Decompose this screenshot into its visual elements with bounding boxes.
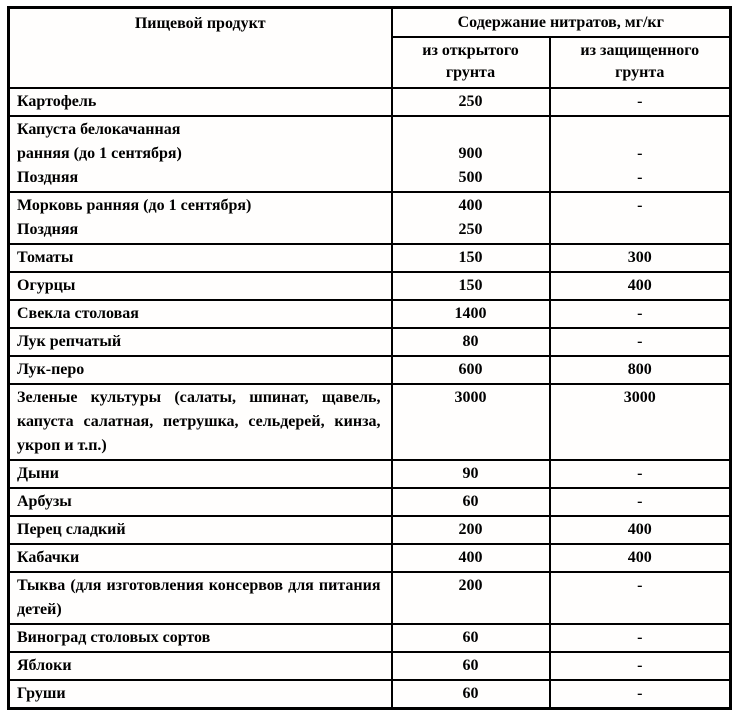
table-row	[9, 88, 731, 116]
value-line: 1400	[454, 305, 487, 322]
product-cell	[9, 272, 392, 300]
product-line: Дыни	[17, 465, 59, 482]
value-line: 250	[458, 221, 483, 238]
value-line: 200	[458, 577, 483, 594]
product-cell	[9, 652, 392, 680]
table-header	[9, 8, 731, 89]
product-line: Поздняя	[17, 221, 79, 238]
protected-ground-value-cell	[550, 384, 731, 460]
table-row	[9, 488, 731, 516]
open-ground-value-cell	[392, 356, 550, 384]
product-line: Груши	[17, 685, 66, 702]
value-line: 800	[627, 361, 652, 378]
product-cell	[9, 544, 392, 572]
product-cell	[9, 384, 392, 460]
value-line: -	[637, 169, 643, 186]
protected-ground-value-cell	[550, 516, 731, 544]
product-line: ранняя (до 1 сентября)	[17, 145, 182, 162]
value-line: 60	[462, 657, 479, 674]
protected-ground-value-cell	[550, 572, 731, 624]
protected-ground-value-cell	[550, 460, 731, 488]
product-line: Тыква (для изготовления консервов для питания детей)	[17, 577, 381, 618]
value-line: 90	[462, 465, 479, 482]
open-ground-value-cell	[392, 516, 550, 544]
product-line: Капуста белокачанная	[17, 121, 181, 138]
product-line: Зеленые культуры (салаты, шпинат, щавель, капуста салатная, петрушка, сельдерей, кинза, укроп и т.п.)	[17, 389, 381, 454]
product-cell	[9, 356, 392, 384]
value-line: -	[637, 685, 643, 702]
table-row	[9, 272, 731, 300]
protected-ground-value-cell	[550, 356, 731, 384]
value-line: -	[637, 93, 643, 110]
value-line	[397, 118, 545, 142]
protected-ground-value-cell	[550, 680, 731, 709]
product-line: Кабачки	[17, 549, 80, 566]
table-row	[9, 572, 731, 624]
value-line: -	[637, 657, 643, 674]
header-nitrate-content: Содержание нитратов, мг/кг	[392, 8, 731, 38]
open-ground-value-cell	[392, 192, 550, 244]
open-ground-value-cell	[392, 300, 550, 328]
value-line: 400	[627, 521, 652, 538]
table-row	[9, 460, 731, 488]
open-ground-value-cell	[392, 88, 550, 116]
open-ground-value-cell	[392, 652, 550, 680]
product-cell	[9, 300, 392, 328]
product-cell	[9, 624, 392, 652]
protected-ground-value-cell	[550, 652, 731, 680]
value-line: -	[637, 465, 643, 482]
product-cell	[9, 516, 392, 544]
product-cell	[9, 328, 392, 356]
table-row	[9, 544, 731, 572]
table-row	[9, 300, 731, 328]
product-cell	[9, 680, 392, 709]
product-line: Яблоки	[17, 657, 72, 674]
table-row	[9, 624, 731, 652]
value-line: 400	[627, 277, 652, 294]
value-line: -	[637, 577, 643, 594]
value-line: 200	[458, 521, 483, 538]
value-line	[555, 118, 726, 142]
product-cell	[9, 460, 392, 488]
value-line: 400	[458, 549, 483, 566]
nitrate-content-table	[7, 6, 732, 710]
table-row	[9, 328, 731, 356]
value-line: 300	[627, 249, 652, 266]
table-row	[9, 680, 731, 709]
product-line: Лук-перо	[17, 361, 85, 378]
open-ground-value-cell	[392, 272, 550, 300]
header-protected-ground: из защищенного грунта	[550, 37, 731, 88]
product-cell	[9, 488, 392, 516]
product-line: Свекла столовая	[17, 305, 139, 322]
value-line: 400	[627, 549, 652, 566]
open-ground-value-cell	[392, 244, 550, 272]
value-line: -	[637, 145, 643, 162]
value-line: 3000	[623, 389, 656, 406]
product-line: Томаты	[17, 249, 74, 266]
table-row	[9, 356, 731, 384]
value-line: 60	[462, 629, 479, 646]
value-line: 60	[462, 685, 479, 702]
product-line: Лук репчатый	[17, 333, 122, 350]
protected-ground-value-cell	[550, 88, 731, 116]
product-cell	[9, 572, 392, 624]
value-line	[555, 218, 726, 242]
product-line: Поздняя	[17, 169, 79, 186]
open-ground-value-cell	[392, 544, 550, 572]
product-cell	[9, 116, 392, 192]
protected-ground-value-cell	[550, 300, 731, 328]
value-line: 250	[458, 93, 483, 110]
value-line: 900	[458, 145, 483, 162]
open-ground-value-cell	[392, 116, 550, 192]
open-ground-value-cell	[392, 680, 550, 709]
product-cell	[9, 244, 392, 272]
value-line: 600	[458, 361, 483, 378]
value-line: 150	[458, 249, 483, 266]
product-line: Картофель	[17, 93, 97, 110]
product-cell	[9, 88, 392, 116]
header-open-ground: из открытого грунта	[392, 37, 550, 88]
open-ground-value-cell	[392, 624, 550, 652]
protected-ground-value-cell	[550, 244, 731, 272]
table-body	[9, 88, 731, 709]
value-line: 400	[458, 197, 483, 214]
open-ground-value-cell	[392, 328, 550, 356]
table-row	[9, 516, 731, 544]
table-row	[9, 244, 731, 272]
protected-ground-value-cell	[550, 192, 731, 244]
protected-ground-value-cell	[550, 624, 731, 652]
value-line: -	[637, 333, 643, 350]
protected-ground-value-cell	[550, 488, 731, 516]
table-row	[9, 652, 731, 680]
value-line: -	[637, 629, 643, 646]
protected-ground-value-cell	[550, 116, 731, 192]
table-row	[9, 384, 731, 460]
product-line: Морковь ранняя (до 1 сентября)	[17, 197, 252, 214]
value-line: 60	[462, 493, 479, 510]
header-row-1	[9, 8, 731, 38]
open-ground-value-cell	[392, 488, 550, 516]
open-ground-value-cell	[392, 572, 550, 624]
value-line: 3000	[454, 389, 487, 406]
value-line: 80	[462, 333, 479, 350]
product-line: Арбузы	[17, 493, 72, 510]
value-line: 150	[458, 277, 483, 294]
value-line: -	[637, 493, 643, 510]
product-line: Перец сладкий	[17, 521, 126, 538]
open-ground-value-cell	[392, 460, 550, 488]
protected-ground-value-cell	[550, 328, 731, 356]
protected-ground-value-cell	[550, 272, 731, 300]
open-ground-value-cell	[392, 384, 550, 460]
value-line: 500	[458, 169, 483, 186]
value-line: -	[637, 197, 643, 214]
product-cell	[9, 192, 392, 244]
value-line: -	[637, 305, 643, 322]
product-line: Виноград столовых сортов	[17, 629, 211, 646]
protected-ground-value-cell	[550, 544, 731, 572]
header-product: Пищевой продукт	[9, 8, 392, 89]
product-line: Огурцы	[17, 277, 76, 294]
table-row	[9, 116, 731, 192]
table-row	[9, 192, 731, 244]
